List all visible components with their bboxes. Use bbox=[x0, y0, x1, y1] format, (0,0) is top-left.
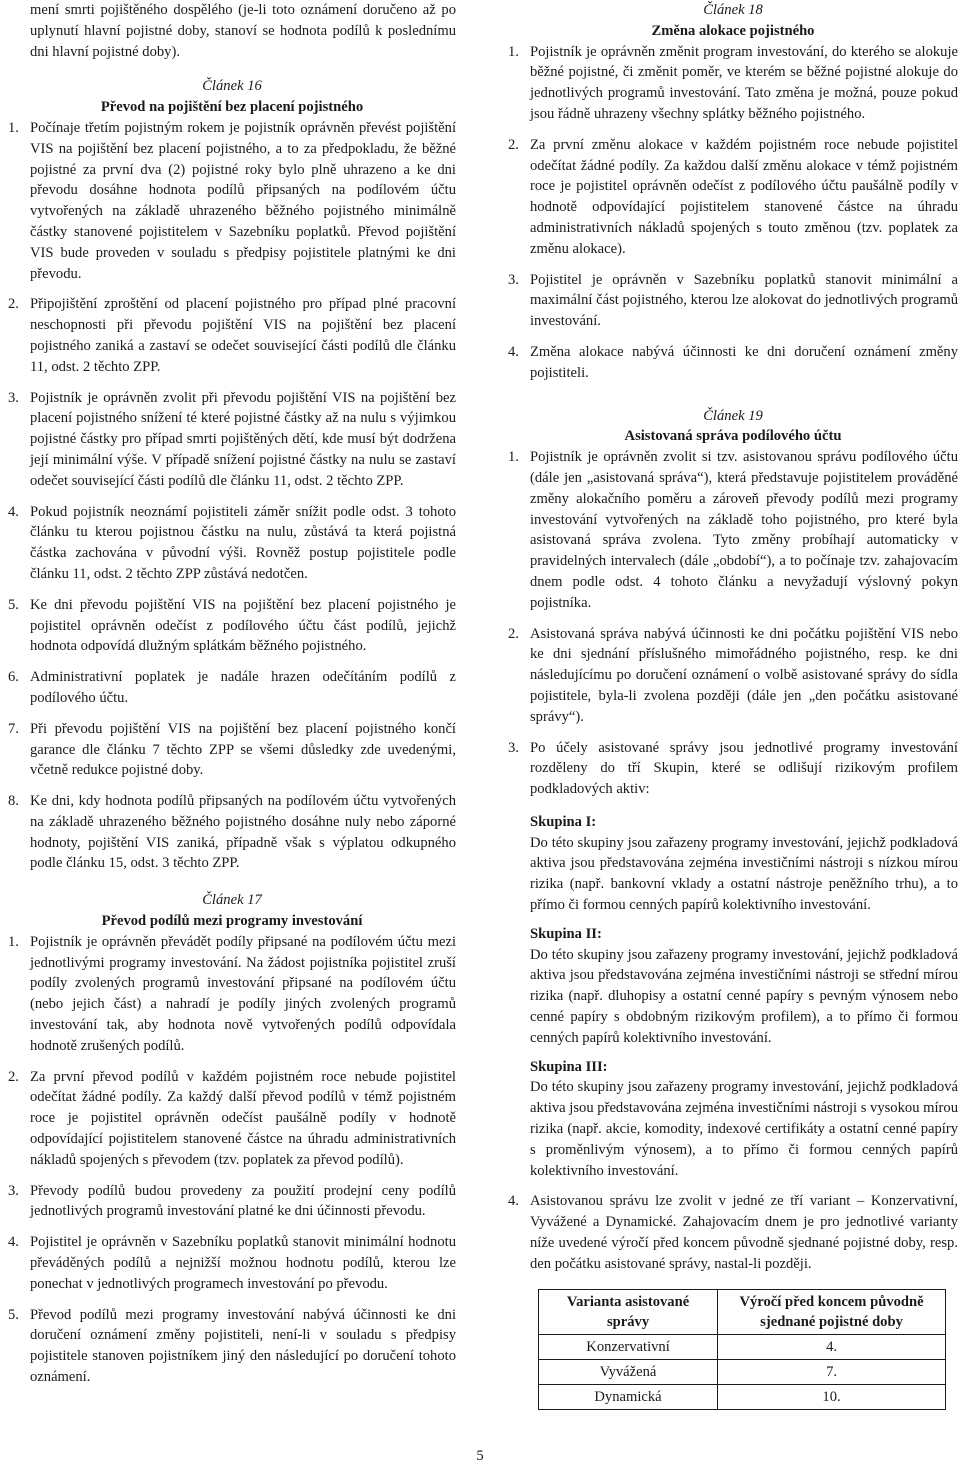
list-item bbox=[8, 595, 456, 657]
item-number: 1. bbox=[508, 43, 519, 60]
item-number: 1. bbox=[508, 449, 519, 466]
item-text: Pojistitel je oprávněn v Sazebníku poplatků stanovit minimální hodnotu převáděných podílů a nejnižší možnou hodnotu podílů, kterou lze ponechat v jednotlivých programech investování po převodu. bbox=[30, 1234, 456, 1292]
group-text: Do této skupiny jsou zařazeny programy investování, jejichž podkladová aktiva jsou představována zejména investičními nástroji se střední mírou rizika (např. dluhopisy a ostatní cenné papíry s pevným výnosem nebo cenné papíry s obdobným rizikovým profilem), a to přímo či formou cenných papírů kolektivního investování. bbox=[530, 946, 958, 1046]
left-column bbox=[8, 0, 456, 1388]
table-row bbox=[539, 1359, 946, 1384]
article-16-heading bbox=[8, 76, 456, 118]
item-number: 2. bbox=[508, 625, 519, 642]
item-text: Ke dni, kdy hodnota podílů připsaných na podílovém účtu vytvořených na základě uhrazeného běžného pojistného dosáhne nuly nebo záporné hodnoty, pojištění VIS zaniká, případně však s výplatou odkupného podle článku 15, odst. 3 těchto ZPP. bbox=[30, 793, 456, 872]
article-title: Změna alokace pojistného bbox=[651, 22, 815, 39]
article-title: Převod na pojištění bez placení pojistného bbox=[100, 99, 364, 116]
item-number: 1. bbox=[8, 119, 19, 136]
list-item bbox=[8, 388, 456, 492]
item-number: 2. bbox=[8, 296, 19, 313]
item-number: 8. bbox=[8, 793, 19, 810]
group-2 bbox=[508, 924, 958, 1049]
item-number: 2. bbox=[8, 1068, 19, 1085]
table-cell: 4. bbox=[718, 1334, 946, 1359]
list-item bbox=[8, 932, 456, 1057]
list-item bbox=[508, 624, 958, 728]
item-text: Při převodu pojištění VIS na pojištění bez placení pojistného končí garance dle článku 7 těchto ZPP se všemi důsledky zde uvedenými, včetně redukce pojistné doby. bbox=[30, 720, 456, 779]
article-19-list-continued bbox=[508, 1191, 958, 1274]
item-text: Připojištění zproštění od placení pojistného pro případ plné pracovní neschopnosti při převodu pojištění VIS na pojištění bez placení pojistného zaniká a zastaví se odečet související části podílů dle článku 11, odst. 2 těchto ZPP. bbox=[30, 296, 456, 375]
table-header-cell: Varianta asistované správy bbox=[539, 1289, 718, 1334]
article-number: Článek 18 bbox=[703, 2, 763, 18]
article-19-list bbox=[508, 447, 958, 800]
table-header-row bbox=[539, 1289, 946, 1334]
item-number: 7. bbox=[8, 720, 19, 737]
list-item bbox=[8, 791, 456, 874]
article-17-heading bbox=[8, 890, 456, 932]
item-number: 3. bbox=[8, 389, 19, 406]
table-cell: Konzervativní bbox=[539, 1334, 718, 1359]
variants-table bbox=[538, 1289, 946, 1410]
item-text: Pokud pojistník neoznámí pojistiteli záměr snížit podle odst. 3 tohoto článku tu kterou pojistnou částku na nulu, zůstává ta která pojistná částka zachována v původní výši. Rovněž postup pojistitele podle článku 11, odst. 2 těchto ZPP zůstává nedotčen. bbox=[30, 503, 456, 582]
item-number: 2. bbox=[508, 136, 519, 153]
group-text: Do této skupiny jsou zařazeny programy investování, jejichž podkladová aktiva jsou představována zejména investičními nástroji s nízkou mírou rizika (např. bankovní vklady a ostatní nástroje peněžního trhu), a to přímo či formou cenných papírů kolektivního investování. bbox=[530, 834, 958, 914]
article-number: Článek 16 bbox=[202, 78, 262, 95]
article-17-list bbox=[8, 932, 456, 1388]
item-number: 3. bbox=[508, 271, 519, 288]
item-text: Pojistník je oprávněn převádět podíly připsané na podílovém účtu mezi jednotlivými programy investování. Na žádost pojistníka pojistitel zruší podíly zvolených programů investování připsané na podílovém účtu (nebo jejich část) a nahradí je podíly jiných zvolených programů investování tak, aby hodnota nově vytvořených podílů odpovídala hodnotě zrušených podílů. bbox=[30, 933, 456, 1054]
item-text: Pojistník je oprávněn změnit program investování, do kterého se alokuje běžné pojistné, či změnit poměr, ve kterém se běžné pojistné alokuje do jednotlivých programů investování. Tato změna je možná, pouze pokud jsou řádně uhrazeny všechny splátky běžného pojistného. bbox=[530, 43, 958, 122]
group-3 bbox=[508, 1057, 958, 1182]
table-cell: Dynamická bbox=[539, 1384, 718, 1409]
list-item bbox=[8, 1067, 456, 1171]
page-number: 5 bbox=[476, 1448, 484, 1464]
item-text: Po účely asistované správy jsou jednotlivé programy investování rozděleny do tří Skupin, které se odlišují rizikovým profilem podkladových aktiv: bbox=[530, 739, 958, 798]
table-cell: 10. bbox=[718, 1384, 946, 1409]
article-18-list bbox=[508, 42, 958, 384]
item-text: Pojistitel je oprávněn v Sazebníku poplatků stanovit minimální a maximální část pojistného, kterou lze alokovat do jednotlivých programů investování. bbox=[530, 271, 958, 330]
table-cell: 7. bbox=[718, 1359, 946, 1384]
group-title: Skupina II: bbox=[530, 925, 602, 942]
item-number: 3. bbox=[508, 739, 519, 756]
list-item bbox=[8, 1305, 456, 1388]
list-item bbox=[508, 447, 958, 613]
article-number: Článek 17 bbox=[202, 892, 262, 909]
item-number: 1. bbox=[8, 933, 19, 950]
item-text: Převody podílů budou provedeny za použití prodejní ceny podílů jednotlivých programů investování platné ke dni účinnosti převodu. bbox=[30, 1182, 456, 1220]
list-item bbox=[8, 1232, 456, 1294]
intro-paragraph: mení smrti pojištěného dospělého (je-li toto oznámení doručeno až po uplynutí hlavní pojistné doby, stanoví se hodnota podílů k poslednímu dni hlavní pojistné doby). bbox=[30, 2, 456, 60]
group-title: Skupina I: bbox=[530, 813, 597, 830]
item-text: Asistovaná správa nabývá účinnosti ke dni počátku pojištění VIS nebo ke dni sjednání příslušného mimořádného pojistného, resp. ke dni následujícímu po doručení oznámení o volbě asistované správy do sídla pojistitele, byla-li zvolena později (dále jen „den počátku asistované správy“). bbox=[530, 625, 958, 725]
list-item bbox=[8, 1181, 456, 1223]
item-text: Asistovanou správu lze zvolit v jedné ze tří variant – Konzervativní, Vyvážené a Dynamické. Zahajovacím dnem je pro jednotlivé varianty níže uvedené výročí před koncem původně sjednané pojistné doby, resp. den počátku asistované správy, nastal-li později. bbox=[530, 1193, 958, 1272]
item-number: 4. bbox=[508, 343, 519, 360]
table-row bbox=[539, 1334, 946, 1359]
article-18-heading bbox=[508, 0, 958, 42]
list-item bbox=[8, 502, 456, 585]
table-cell: Vyvážená bbox=[539, 1359, 718, 1384]
group-text: Do této skupiny jsou zařazeny programy investování, jejichž podkladová aktiva jsou představována zejména investičními nástroji s vysokou mírou rizika (např. akcie, komodity, indexové certifikáty a ostatní cenné papíry s proměnlivým výnosem), a to přímo či formou cenných papírů kolektivního investování. bbox=[530, 1079, 958, 1179]
item-text: Za první převod podílů v každém pojistném roce nebude pojistitel odečítat žádné podíly. Za každý další převod podílů v témž pojistném roce je pojistitel oprávněn odečíst paušálně podíly v hodnotě odpovídající pojistitelem stanovené částce na úhradu administrativních nákladů spojených s převodem (tzv. poplatek za převod podílů). bbox=[30, 1068, 456, 1168]
list-item bbox=[8, 118, 456, 284]
right-column bbox=[508, 0, 958, 1410]
item-number: 4. bbox=[8, 1234, 19, 1251]
item-text: Pojistník je oprávněn zvolit si tzv. asistovanou správu podílového účtu (dále jen „asistovaná správa“), která představuje pojistitelem prováděné změny alokačního poměru a zároveň převody podílů mezi programy investování vytvořených na základě toho pojistného, pro které byla asistovaná správa zvolena. Tyto změny probíhají automaticky v pravidelných intervalech (dále „období“), a to počínaje tzv. zahajovacím dnem podle odst. 4 tohoto článku a nevyžadují výslovný pokyn pojistníka. bbox=[530, 449, 958, 611]
list-item bbox=[8, 719, 456, 781]
list-item bbox=[508, 42, 958, 125]
item-text: Pojistník je oprávněn zvolit při převodu pojištění VIS na pojištění bez placení pojistného snížení té které pojistné částky až na nulu s výjimkou pojistné částky pro případ smrti pojištěných dětí, kde musí být dodržena její minimální výše. V případě snížení pojistné částky na nulu se zastaví odečet související části podílů dle článku 11, odst. 2 těchto ZPP. bbox=[30, 389, 456, 489]
item-number: 4. bbox=[8, 503, 19, 520]
item-text: Administrativní poplatek je nadále hrazen odečítáním podílů z podílového účtu. bbox=[30, 669, 456, 706]
item-number: 5. bbox=[8, 596, 19, 613]
list-item bbox=[8, 667, 456, 709]
group-1 bbox=[508, 812, 958, 916]
item-number: 6. bbox=[8, 669, 19, 686]
item-text: Ke dni převodu pojištění VIS na pojištění bez placení pojistného je pojistitel oprávněn odečíst z podílového účtu část podílů, jejichž hodnota odpovídá dlužným splátkám běžného pojistného. bbox=[30, 596, 456, 655]
table-row bbox=[539, 1384, 946, 1409]
item-text: Změna alokace nabývá účinnosti ke dni doručení oznámení změny pojistiteli. bbox=[530, 343, 958, 381]
group-title: Skupina III: bbox=[530, 1058, 608, 1075]
article-number: Článek 19 bbox=[703, 407, 763, 424]
article-19-heading bbox=[508, 406, 958, 448]
article-16-list bbox=[8, 118, 456, 874]
article-title: Převod podílů mezi programy investování bbox=[101, 913, 363, 930]
list-item bbox=[508, 342, 958, 384]
list-item bbox=[508, 738, 958, 800]
list-item bbox=[508, 1191, 958, 1274]
list-item bbox=[508, 270, 958, 332]
item-text: Za první změnu alokace v každém pojistném roce nebude pojistitel odečítat žádné podíly. Za každou další změnu alokace v témž pojistném roce je pojistitel oprávněn odečíst z podílového účtu paušálně podíly v hodnotě odpovídající pojistitelem stanovené částce na úhradu administrativních nákladů spojených s touto změnou (tzv. poplatek za změnu alokace). bbox=[530, 136, 958, 257]
item-number: 4. bbox=[508, 1193, 519, 1210]
item-number: 3. bbox=[8, 1182, 19, 1199]
article-title: Asistovaná správa podílového účtu bbox=[624, 428, 842, 445]
item-text: Převod podílů mezi programy investování nabývá účinnosti ke dni doručení oznámení změny pojistiteli, není-li v souladu s předpisy pojistitele stanoven pojistníkem jiný den následující po doručení tohoto oznámení. bbox=[30, 1306, 456, 1386]
table-header-cell: Výročí před koncem původně sjednané pojistné doby bbox=[718, 1289, 946, 1334]
list-item bbox=[8, 294, 456, 377]
item-number: 5. bbox=[8, 1306, 19, 1323]
item-text: Počínaje třetím pojistným rokem je pojistník oprávněn převést pojištění VIS na pojištění bez placení pojistného, a to za předpokladu, že běžné pojistné za první dva (2) pojistné roky bylo plně uhrazeno a ke dni převodu dosáhne hodnota podílů připsaných na podílovém účtu vytvořených na základě uhrazeného běžného pojistného minimálně částky stanovené pojistitelem v Sazebníku poplatků. Převod pojištění VIS bude proveden v souladu s předpisy pojistitele platnými ke dni převodu. bbox=[30, 119, 456, 282]
list-item bbox=[508, 135, 958, 260]
